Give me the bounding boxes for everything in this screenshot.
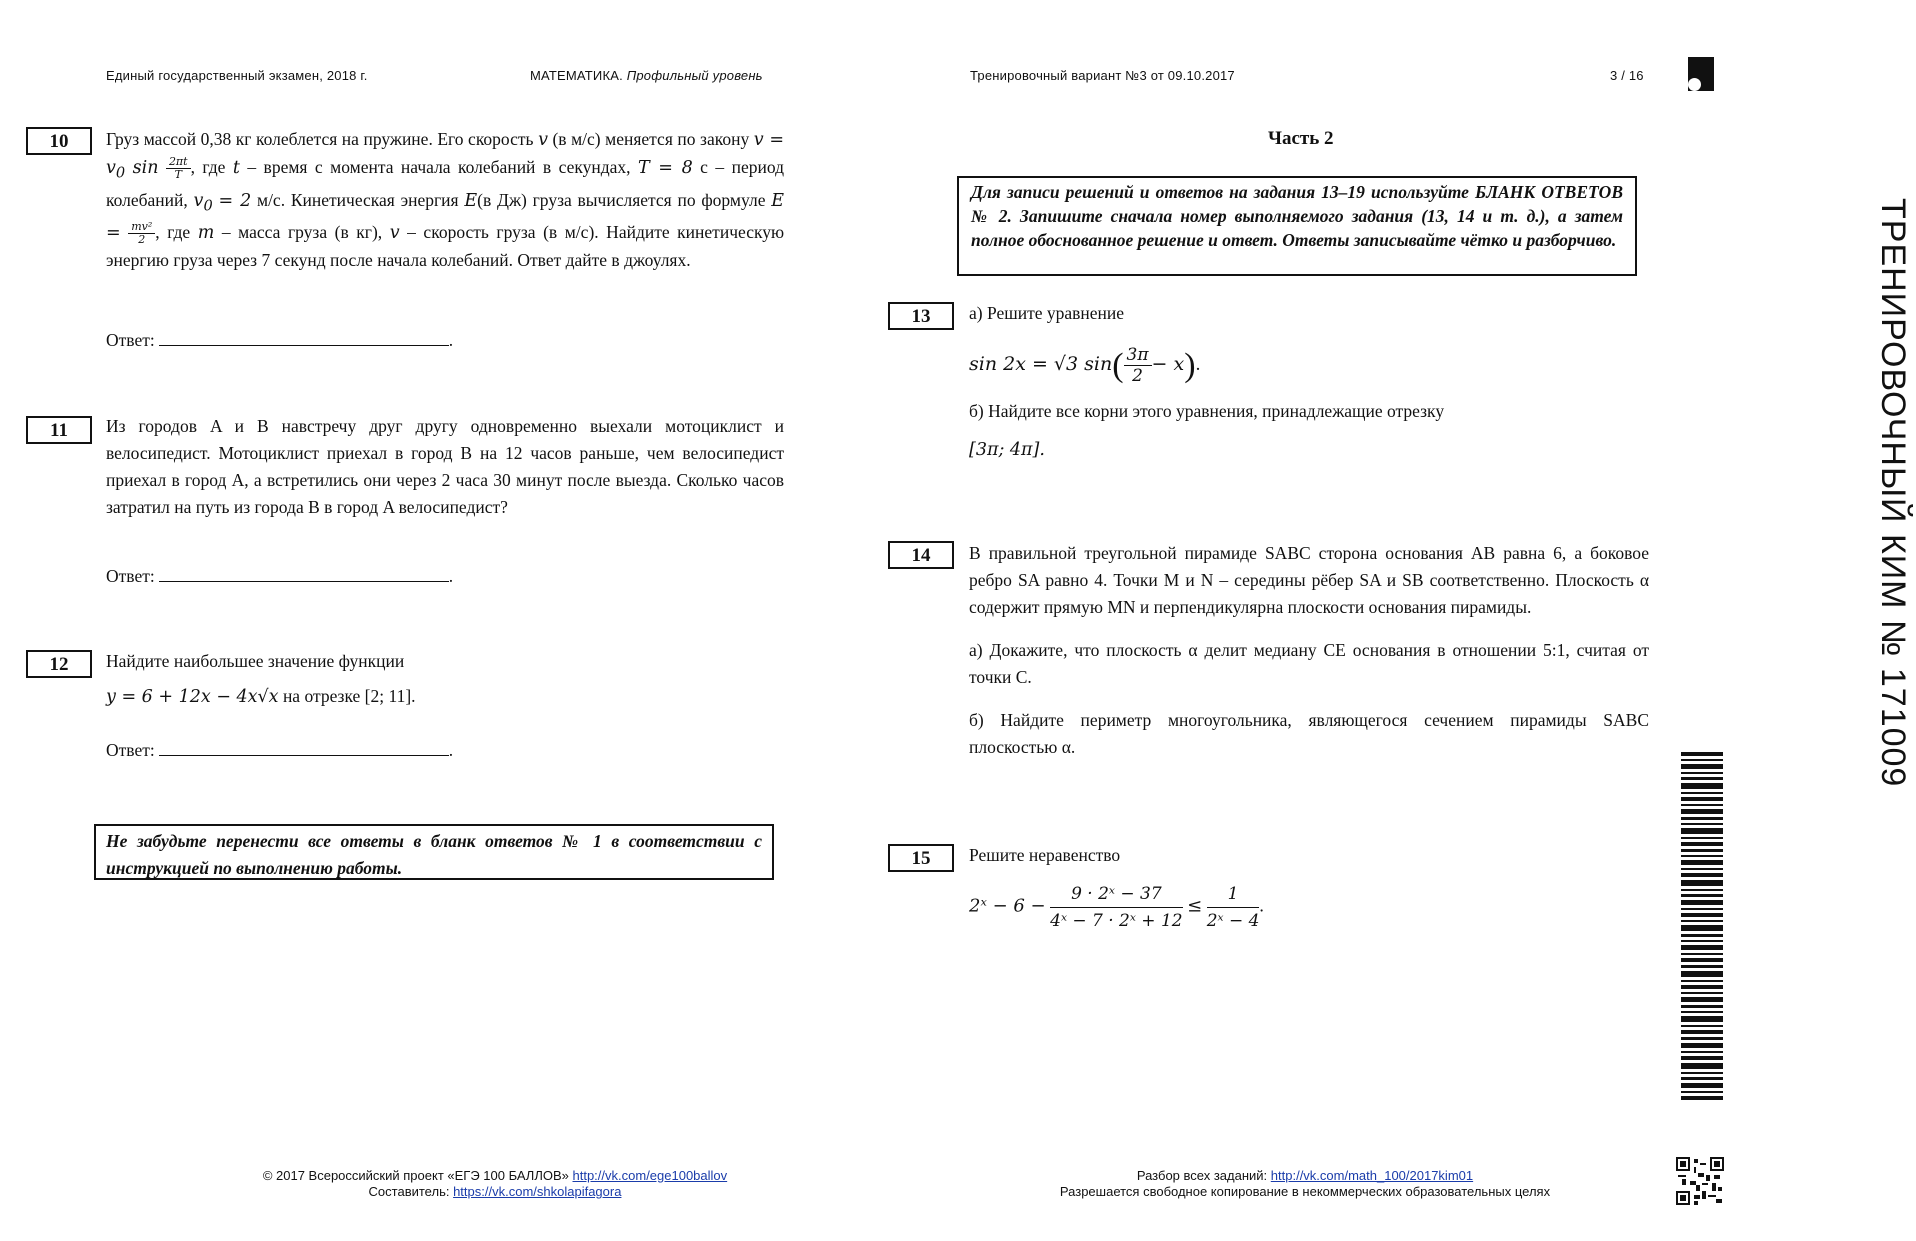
task-number-12: 12 [26,650,92,678]
frac-2pit-over-T: $\frac{2\pi t}{T}$ [166,156,191,181]
header-variant: Тренировочный вариант №3 от 09.10.2017 [970,68,1235,83]
frac-inequality-right: $\frac{1}{\text{2ˣ − 4}}$ [1207,881,1260,934]
transfer-answers-note: Не забудьте перенести все ответы в бланк ответов № 1 в соответствии с инструкцией по выполнению работы. [94,824,774,880]
task-12-formula: y = 6 + 12x − 4x√x [106,687,279,707]
frac-mv2-over-2: $\frac{\text{mv²}}{2}$ [128,221,155,246]
answer-field-11[interactable]: Ответ: . [106,566,454,586]
answer-field-10[interactable]: Ответ: . [106,330,454,350]
task-10-text: Груз массой 0,38 кг колеблется на пружине. Его скорость v (в м/с) меняется по закону $v = v_0$ sin $\frac{2\pi t}{T}$ , где t – время с момента начала колебаний в секундах, T = 8 с – период колебаний, $v_0 = 2$ м/с. Кинетическая энергия E(в Дж) груза вычисляется по формуле E = $\frac{\text{mv²}}{2}$ , где m – масса груза (в кг), v – скорость груза (в м/с). Найдите кинетическую энергию груза через 7 секунд после начала колебаний. Ответ дайте в джоулях. [106,129,785,270]
footer-left: © 2017 Всероссийский проект «ЕГЭ 100 БАЛЛОВ» http://vk.com/ege100ballov Составитель: https://vk.com/shkolapifagora [262,1168,728,1199]
qr-code-icon [1676,1157,1724,1205]
part2-title: Часть 2 [1268,128,1334,149]
task-11-text: Из городов A и B навстречу друг другу одновременно выехали мотоциклист и велосипедист. Мотоциклист приехал в город B на 12 часов раньше, чем велосипедист приехал в город A, а встретились они через 2 часа 30 минут после выезда. Сколько часов затратил на путь из города B в город A велосипедист? [106,416,784,517]
answer-field-12[interactable]: Ответ: . [106,740,454,760]
barcode-icon [1681,752,1723,1100]
task-number-15: 15 [888,844,954,872]
side-title: ТРЕНИРОВОЧНЫЙ КИМ № 171009 [1874,198,1912,788]
footer-link-review[interactable]: http://vk.com/math_100/2017kim01 [1270,1168,1474,1183]
frac-3pi-over-2: $\frac{3\pi}{2}$ [1124,345,1152,386]
page-marker-icon [1688,57,1714,91]
task-number-13: 13 [888,302,954,330]
footer-right: Разбор всех заданий: http://vk.com/math_100/2017kim01 Разрешается свободное копирование в некоммерческих образовательных целях [1059,1168,1551,1199]
task-12-text: Найдите наибольшее значение функции y = 6 + 12x − 4x√x на отрезке [2; 11]. [106,651,416,707]
task-13-text: а) Решите уравнение sin 2x = √3 sin( $\frac{3\pi}{2}$ − x). б) Найдите все корни этого уравнения, принадлежащие отрезку [3π; 4π]. [969,303,1445,460]
page-number: 3 / 16 [1610,68,1644,83]
task-number-14: 14 [888,541,954,569]
header-subject: МАТЕМАТИКА. Профильный уровень [530,68,763,83]
header-exam: Единый государственный экзамен, 2018 г. [106,68,368,83]
task-15-text: Решите неравенство 2ˣ − 6 − $\frac{\text{9 · 2ˣ − 37}}{\text{4ˣ − 7 · 2ˣ + 12}}$ ≤ $\frac{1}{\text{2ˣ − 4}}$ . [969,842,1649,934]
task-number-10: 10 [26,127,92,155]
footer-link-author[interactable]: https://vk.com/shkolapifagora [453,1184,622,1199]
task-14-text: В правильной треугольной пирамиде SABC сторона основания AB равна 6, а боковое ребро SA равно 4. Точки M и N – середины рёбер SA и SB соответственно. Плоскость α содержит прямую MN и перпендикулярна плоскости основания пирамиды. а) Докажите, что плоскость α делит медиану CE основания в отношении 5:1, считая от точки C. б) Найдите периметр многоугольника, являющегося сечением пирамиды SABC плоскостью α. [969,543,1649,757]
footer-link-project[interactable]: http://vk.com/ege100ballov [572,1168,728,1183]
task-number-11: 11 [26,416,92,444]
part2-instructions: Для записи решений и ответов на задания 13–19 используйте БЛАНК ОТВЕТОВ № 2. Запишите сначала номер выполняемого задания (13, 14 и т. д.), а затем полное обоснованное решение и ответ. Ответы записывайте чётко и разборчиво. [957,176,1637,276]
frac-inequality-left: $\frac{\text{9 · 2ˣ − 37}}{\text{4ˣ − 7 · 2ˣ + 12}}$ [1050,881,1182,934]
